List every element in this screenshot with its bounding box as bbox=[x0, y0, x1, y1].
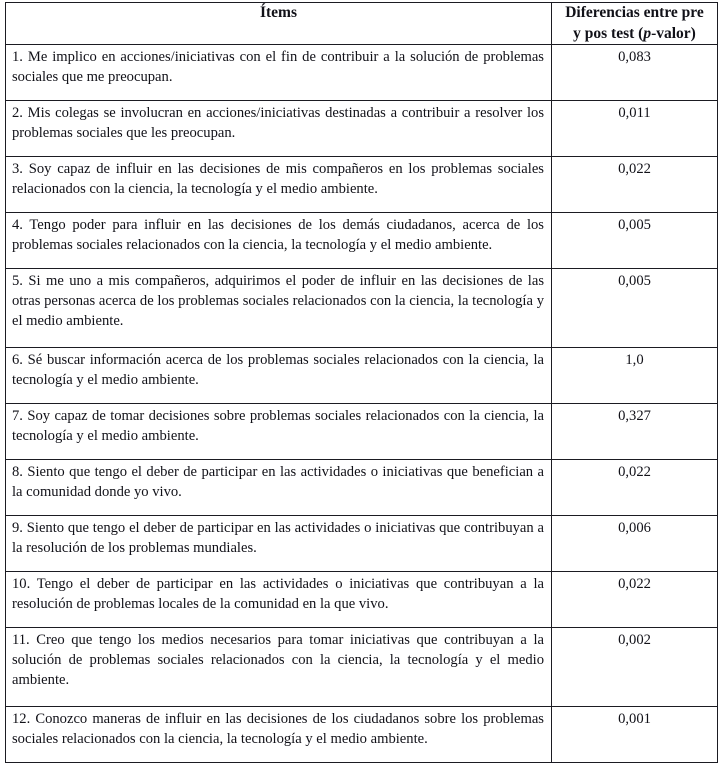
item-text-cell bbox=[6, 707, 552, 763]
pvalue-cell: 0,022 bbox=[552, 572, 718, 628]
item-text-cell bbox=[6, 516, 552, 572]
item-text-cell bbox=[6, 101, 552, 157]
item-text: 2. Mis colegas se involucran en acciones/iniciativas destinadas a contribuir a resolver los problemas sociales que les preocupan. bbox=[12, 105, 544, 142]
item-text: 9. Siento que tengo el deber de participar en las actividades o iniciativas que contribuyan a la resolución de los problemas mundiales. bbox=[12, 520, 544, 557]
item-text: 7. Soy capaz de tomar decisiones sobre problemas sociales relacionados con la ciencia, la tecnología y el medio ambiente. bbox=[12, 408, 544, 445]
pvalue-label-italic-p: p bbox=[643, 24, 652, 42]
table-row bbox=[6, 707, 718, 763]
table-header bbox=[6, 3, 718, 45]
column-header-pvalue-line2 bbox=[552, 24, 717, 45]
item-text: 5. Si me uno a mis compañeros, adquirimos el poder de influir en las decisiones de las otras personas acerca de los problemas sociales relacionados con la ciencia, la tecnología y el medio ambiente. bbox=[12, 273, 544, 329]
column-header-pvalue-line1: Diferencias entre pre bbox=[565, 4, 704, 21]
item-text: 6. Sé buscar información acerca de los problemas sociales relacionados con la ciencia, la tecnología y el medio ambiente. bbox=[12, 352, 544, 389]
item-text-cell bbox=[6, 213, 552, 269]
pvalue-cell: 1,0 bbox=[552, 348, 718, 404]
item-text-cell bbox=[6, 572, 552, 628]
item-text: 11. Creo que tengo los medios necesarios para tomar iniciativas que contribuyan a la solución de problemas sociales relacionados con la ciencia, la tecnología y el medio ambiente. bbox=[12, 632, 544, 688]
table-row bbox=[6, 348, 718, 404]
pvalue-cell: 0,022 bbox=[552, 157, 718, 213]
item-text-cell bbox=[6, 269, 552, 348]
item-text: 4. Tengo poder para influir en las decisiones de los demás ciudadanos, acerca de los problemas sociales relacionados con la ciencia, la tecnología y el medio ambiente. bbox=[12, 217, 544, 254]
table-row bbox=[6, 572, 718, 628]
table-body bbox=[6, 45, 718, 763]
column-header-items: Ítems bbox=[6, 3, 552, 45]
pvalue-label-suffix: -valor) bbox=[651, 24, 696, 42]
item-text-cell bbox=[6, 628, 552, 707]
pvalue-cell: 0,002 bbox=[552, 628, 718, 707]
pvalue-label-prefix: y pos test ( bbox=[573, 24, 644, 42]
item-text-cell bbox=[6, 404, 552, 460]
pvalue-cell: 0,022 bbox=[552, 460, 718, 516]
pvalue-cell: 0,327 bbox=[552, 404, 718, 460]
item-text-cell bbox=[6, 348, 552, 404]
item-text: 12. Conozco maneras de influir en las decisiones de los ciudadanos sobre los problemas sociales relacionados con la ciencia, la tecnología y el medio ambiente. bbox=[12, 711, 544, 748]
pvalue-cell: 0,001 bbox=[552, 707, 718, 763]
table-row bbox=[6, 45, 718, 101]
table-row bbox=[6, 404, 718, 460]
table-row bbox=[6, 516, 718, 572]
pvalue-cell: 0,083 bbox=[552, 45, 718, 101]
results-table bbox=[5, 2, 718, 763]
item-text-cell bbox=[6, 45, 552, 101]
item-text: 8. Siento que tengo el deber de participar en las actividades o iniciativas que benefician a la comunidad donde yo vivo. bbox=[12, 464, 544, 501]
pvalue-cell: 0,011 bbox=[552, 101, 718, 157]
table-row bbox=[6, 101, 718, 157]
header-row bbox=[6, 3, 718, 45]
item-text: 10. Tengo el deber de participar en las actividades o iniciativas que contribuyan a la resolución de problemas locales de la comunidad en la que vivo. bbox=[12, 576, 544, 613]
pvalue-cell: 0,006 bbox=[552, 516, 718, 572]
table-row bbox=[6, 157, 718, 213]
item-text: 3. Soy capaz de influir en las decisiones de mis compañeros en los problemas sociales relacionados con la ciencia, la tecnología y el medio ambiente. bbox=[12, 161, 544, 198]
table-row bbox=[6, 213, 718, 269]
table-row bbox=[6, 269, 718, 348]
item-text: 1. Me implico en acciones/iniciativas con el fin de contribuir a la solución de problemas sociales que me preocupan. bbox=[12, 49, 544, 86]
pvalue-cell: 0,005 bbox=[552, 269, 718, 348]
table-row bbox=[6, 628, 718, 707]
column-header-pvalue bbox=[552, 3, 718, 45]
item-text-cell bbox=[6, 157, 552, 213]
results-table-container bbox=[5, 2, 717, 763]
item-text-cell bbox=[6, 460, 552, 516]
pvalue-cell: 0,005 bbox=[552, 213, 718, 269]
table-row bbox=[6, 460, 718, 516]
